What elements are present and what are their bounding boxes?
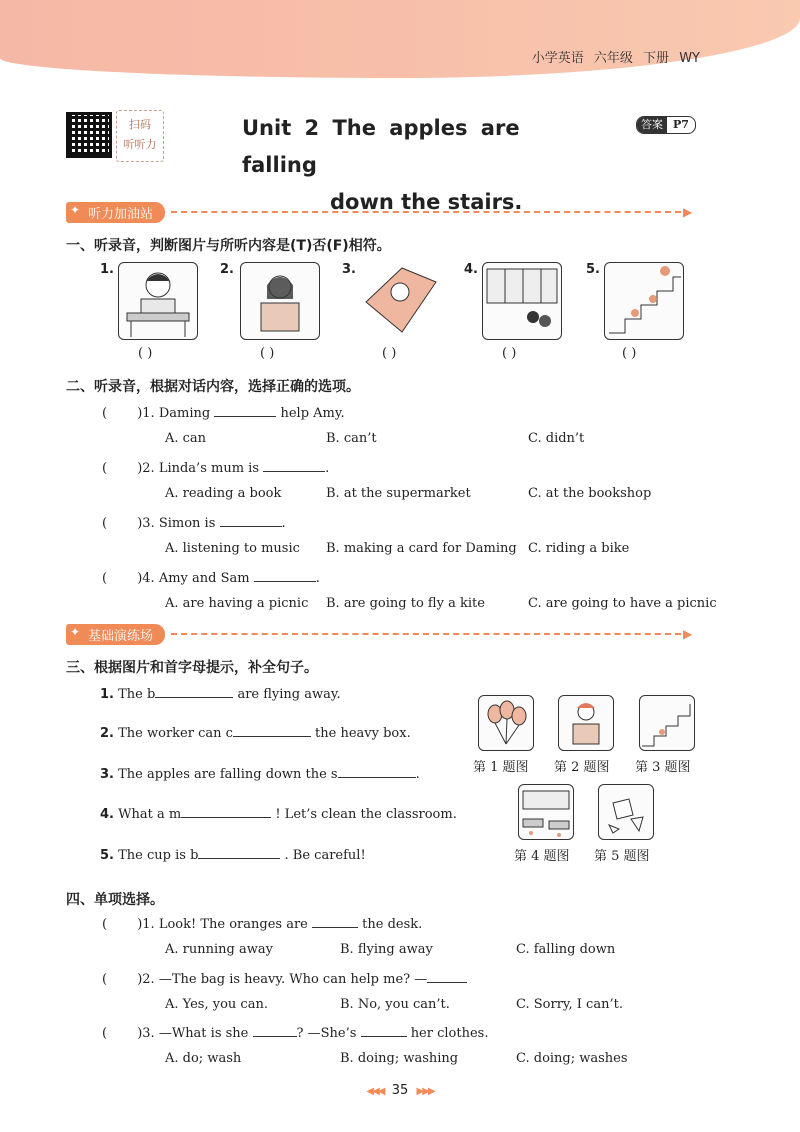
fill-sentence-5: 5. The cup is b . Be careful! bbox=[100, 848, 366, 863]
part2-heading: 二、听录音，根据对话内容，选择正确的选项。 bbox=[66, 379, 360, 395]
option-a[interactable]: A. Yes, you can. bbox=[165, 997, 268, 1012]
book-info: 小学英语 六年级 下册 WY bbox=[531, 51, 700, 66]
star-icon: ✦ bbox=[70, 202, 81, 217]
fill-sentence-2: 2. The worker can c the heavy box. bbox=[100, 726, 411, 741]
star-icon: ✦ bbox=[70, 624, 81, 639]
question-2-3: ( )3. Simon is . bbox=[102, 516, 286, 531]
qr-code-icon[interactable] bbox=[66, 112, 112, 158]
option-b[interactable]: B. No, you can’t. bbox=[340, 997, 450, 1012]
part1-heading: 一、听录音，判断图片与所听内容是(T)否(F)相符。 bbox=[66, 238, 391, 254]
option-a[interactable]: A. reading a book bbox=[165, 486, 282, 501]
option-b[interactable]: B. making a card for Daming bbox=[326, 541, 517, 556]
picture-worker-carrying-box bbox=[558, 695, 614, 751]
item-number: 3. bbox=[342, 262, 356, 277]
option-a[interactable]: A. running away bbox=[165, 942, 273, 957]
figure-caption: 第 3 题图 bbox=[635, 760, 691, 775]
picture-balloons bbox=[478, 695, 534, 751]
next-arrows-icon: ▶▶▶ bbox=[416, 1086, 434, 1097]
answer-paren[interactable]: ( ) bbox=[138, 346, 153, 361]
fill-sentence-4: 4. What a m ! Let’s clean the classroom. bbox=[100, 807, 457, 822]
option-a[interactable]: A. listening to music bbox=[165, 541, 300, 556]
answer-paren[interactable]: ( ) bbox=[622, 346, 637, 361]
prev-arrows-icon: ◀◀◀ bbox=[366, 1086, 384, 1097]
option-c[interactable]: C. at the bookshop bbox=[528, 486, 652, 501]
page-title: Unit 2 The apples are falling down the stairs. bbox=[242, 116, 523, 214]
answer-paren[interactable]: ( ) bbox=[502, 346, 517, 361]
picture-stairs bbox=[639, 695, 695, 751]
answer-tag: 答案 P7 bbox=[636, 116, 696, 134]
option-b[interactable]: B. can’t bbox=[326, 431, 377, 446]
picture-messy-classroom bbox=[518, 784, 574, 840]
header-band bbox=[0, 0, 800, 78]
option-c[interactable]: C. falling down bbox=[516, 942, 616, 957]
arrow-icon: ▶ bbox=[683, 627, 693, 641]
figure-caption: 第 2 题图 bbox=[554, 760, 610, 775]
item-number: 2. bbox=[220, 262, 234, 277]
option-c[interactable]: C. are going to have a picnic bbox=[528, 596, 717, 611]
page-number: 35 bbox=[391, 1083, 409, 1098]
picture-apples-on-stairs bbox=[604, 262, 684, 340]
question-4-2: ( )2. —The bag is heavy. Who can help me? — bbox=[102, 970, 467, 987]
answer-paren[interactable]: ( ) bbox=[260, 346, 275, 361]
option-a[interactable]: A. are having a picnic bbox=[165, 596, 309, 611]
question-4-1: ( )1. Look! The oranges are the desk. bbox=[102, 917, 423, 932]
banner-basics: ✦ 基础演练场 ▶ bbox=[66, 624, 692, 644]
question-4-3: ( )3. —What is she ? —She’s her clothes. bbox=[102, 1026, 489, 1041]
fill-sentence-3: 3. The apples are falling down the s . bbox=[100, 767, 420, 782]
option-a[interactable]: A. do; wash bbox=[165, 1051, 242, 1066]
fill-sentence-1: 1. The b are flying away. bbox=[100, 687, 341, 702]
arrow-icon: ▶ bbox=[683, 205, 693, 219]
option-b[interactable]: B. flying away bbox=[340, 942, 433, 957]
scan-to-listen-label: 扫码 听听力 bbox=[116, 110, 164, 162]
figure-caption: 第 1 题图 bbox=[473, 760, 529, 775]
question-2-1: ( )1. Daming help Amy. bbox=[102, 406, 345, 421]
option-b[interactable]: B. are going to fly a kite bbox=[326, 596, 485, 611]
banner-listening: ✦ 听力加油站 ▶ bbox=[66, 202, 692, 222]
figure-caption: 第 4 题图 bbox=[514, 849, 570, 864]
picture-kids-at-shop bbox=[482, 262, 562, 340]
picture-boy-at-desk bbox=[118, 262, 198, 340]
option-b[interactable]: B. doing; washing bbox=[340, 1051, 459, 1066]
part3-heading: 三、根据图片和首字母提示，补全句子。 bbox=[66, 660, 318, 676]
item-number: 1. bbox=[100, 262, 114, 277]
option-c[interactable]: C. didn’t bbox=[528, 431, 585, 446]
question-2-2: ( )2. Linda’s mum is . bbox=[102, 461, 330, 476]
figure-caption: 第 5 题图 bbox=[594, 849, 650, 864]
part4-heading: 四、单项选择。 bbox=[66, 892, 164, 908]
answer-paren[interactable]: ( ) bbox=[382, 346, 397, 361]
item-number: 4. bbox=[464, 262, 478, 277]
picture-kite bbox=[362, 262, 440, 338]
option-a[interactable]: A. can bbox=[165, 431, 207, 446]
option-c[interactable]: C. riding a bike bbox=[528, 541, 630, 556]
picture-broken-cup bbox=[598, 784, 654, 840]
picture-woman-with-box bbox=[240, 262, 320, 340]
question-2-4: ( )4. Amy and Sam . bbox=[102, 571, 320, 586]
option-b[interactable]: B. at the supermarket bbox=[326, 486, 471, 501]
option-c[interactable]: C. doing; washes bbox=[516, 1051, 628, 1066]
item-number: 5. bbox=[586, 262, 600, 277]
page-footer bbox=[0, 1083, 800, 1098]
option-c[interactable]: C. Sorry, I can’t. bbox=[516, 997, 623, 1012]
